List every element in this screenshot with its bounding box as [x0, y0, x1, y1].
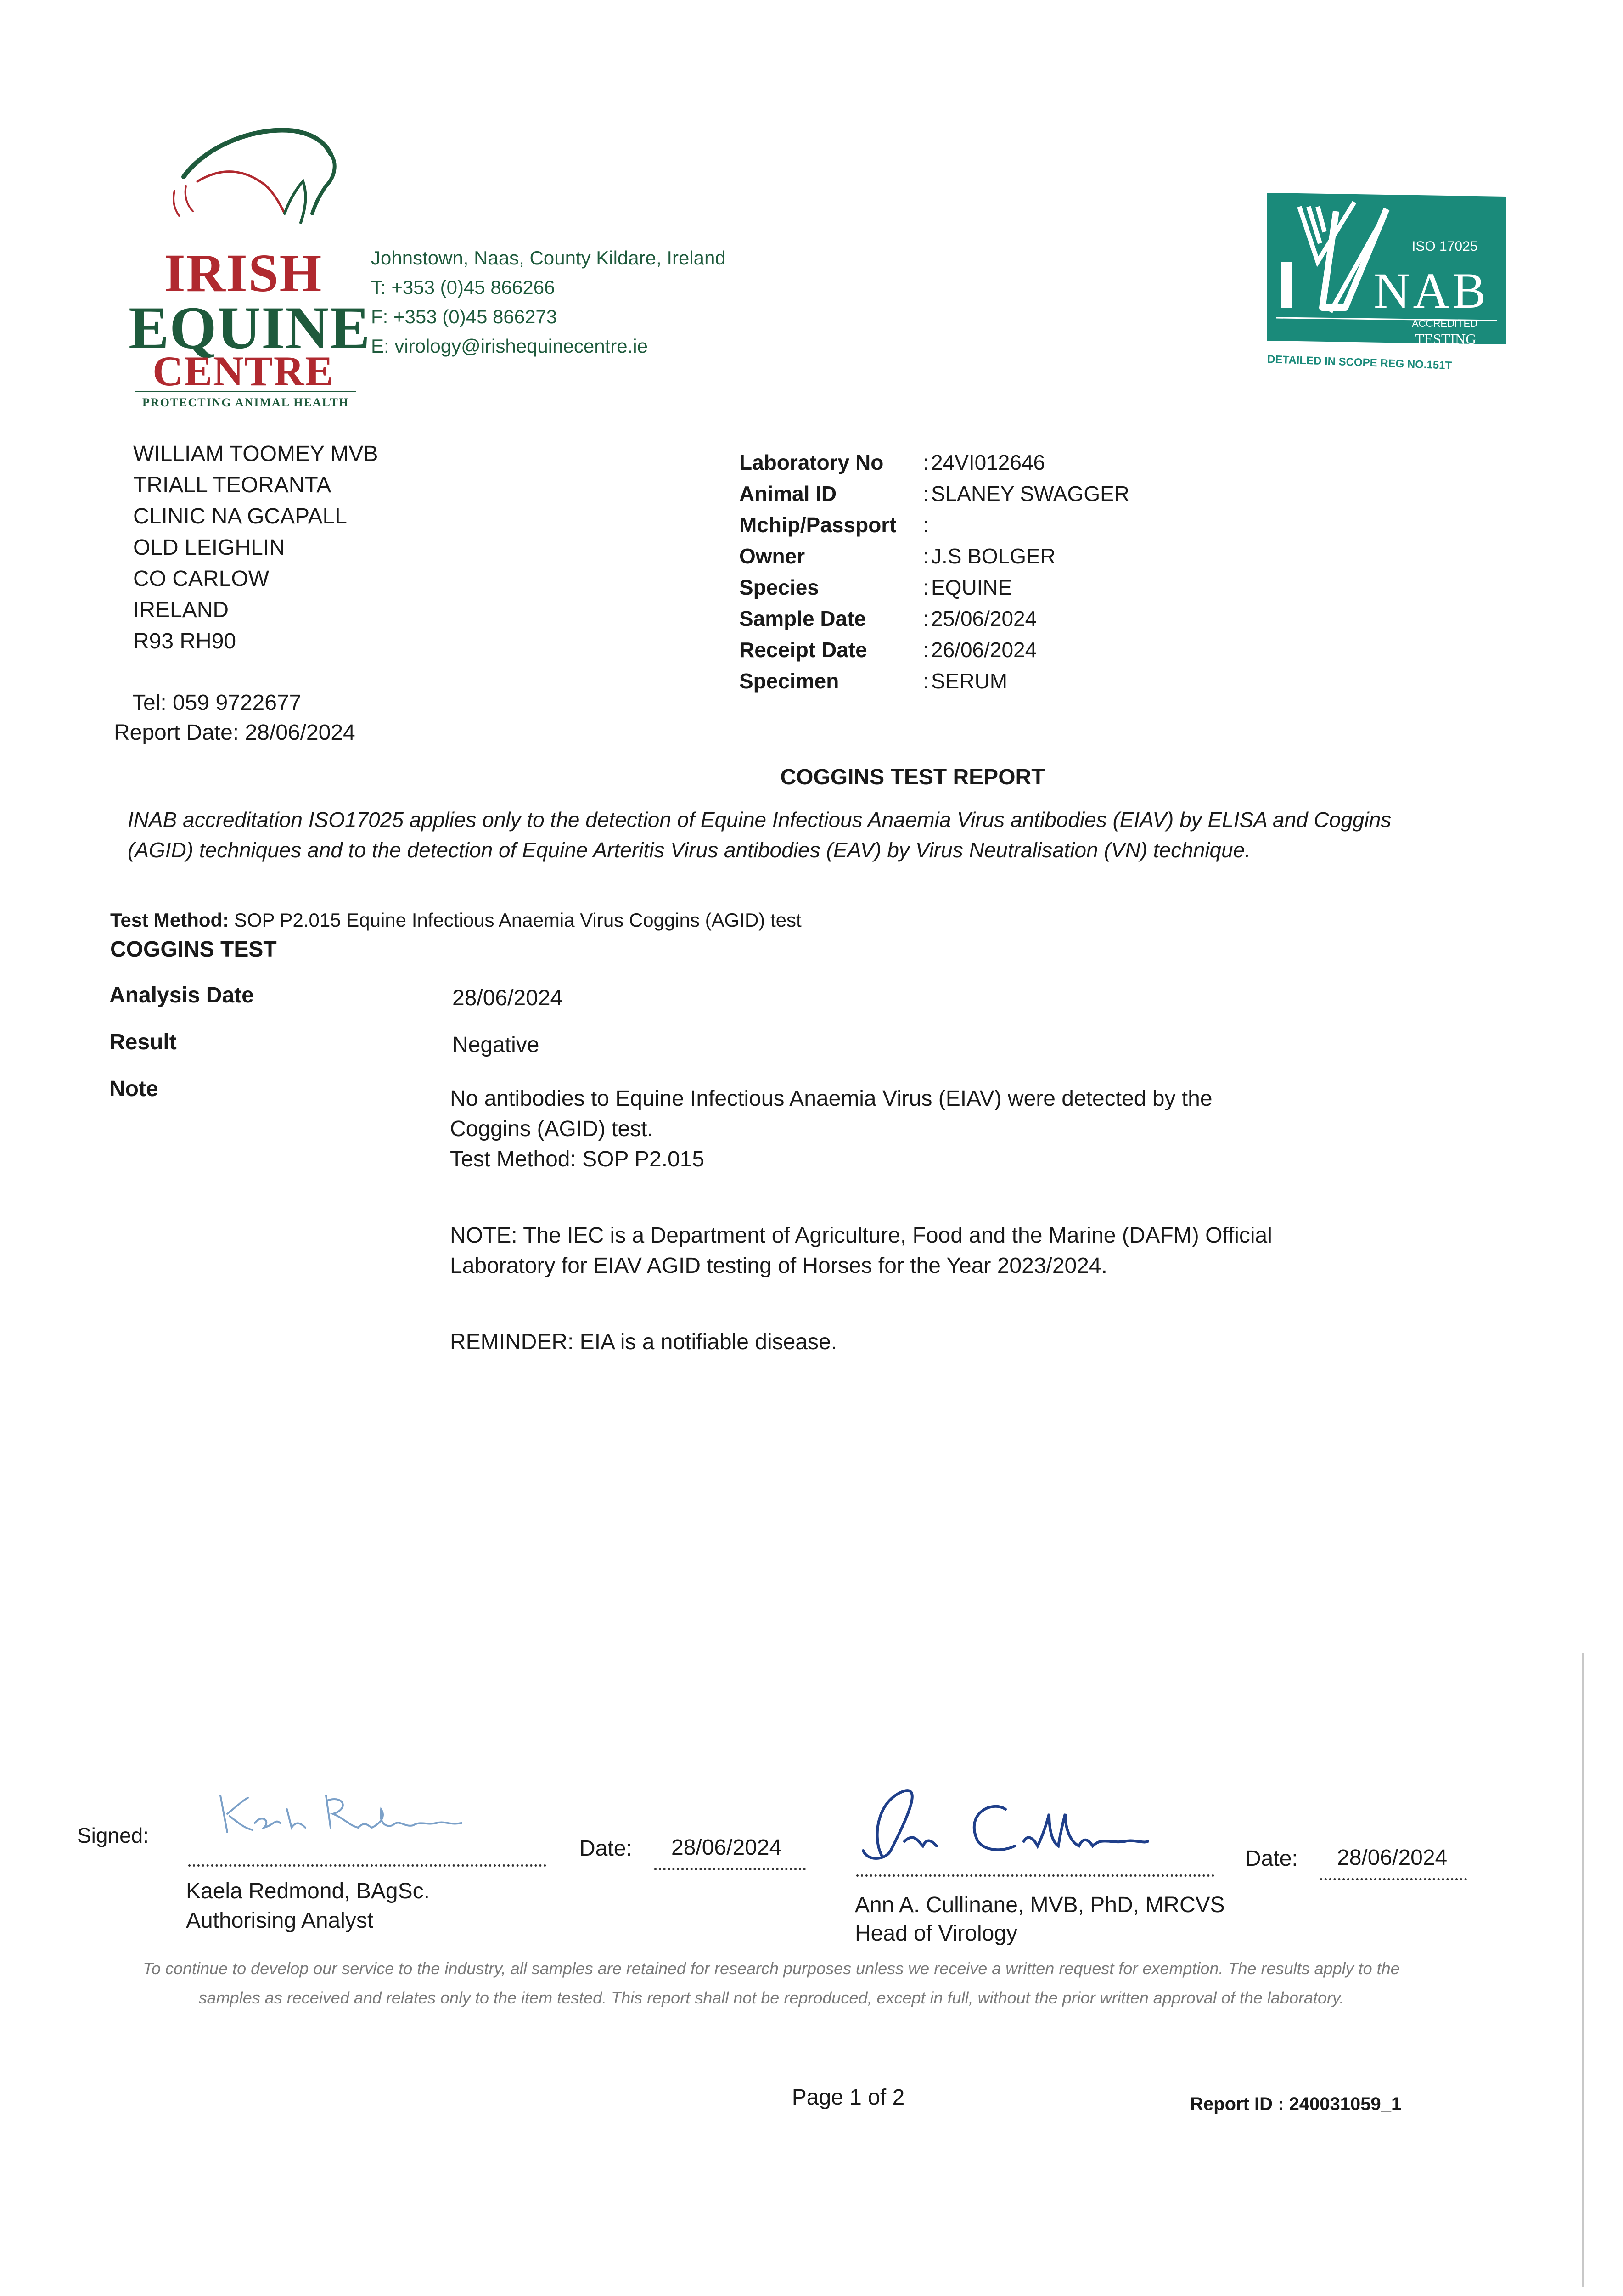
note-dafm: NOTE: The IEC is a Department of Agriculture, Food and the Marine (DAFM) Official Laboratory for EIAV AGID testing of Horses for the Year 2023/2024. — [450, 1223, 1272, 1278]
irish-equine-centre-logo — [129, 117, 371, 416]
analyst-date-line — [654, 1868, 806, 1870]
test-method-value: SOP P2.015 Equine Infectious Anaemia Virus Coggins (AGID) test — [234, 909, 802, 931]
detail-label: Receipt Date — [739, 638, 867, 662]
detail-value: 26/06/2024 — [931, 638, 1037, 662]
detail-label: Mchip/Passport — [739, 513, 897, 537]
analyst-signature-image — [211, 1782, 477, 1846]
detail-colon: : — [923, 575, 929, 599]
analyst-date-label: Date: — [579, 1836, 632, 1861]
detail-value: 24VI012646 — [931, 450, 1045, 474]
address-line: CLINIC NA GCAPALL — [133, 504, 347, 529]
inab-accreditation-badge — [1267, 193, 1506, 386]
note-test-method: Test Method: SOP P2.015 — [450, 1147, 705, 1171]
inab-scope-label: DETAILED IN SCOPE REG NO.151T — [1267, 353, 1452, 372]
org-email[interactable]: E: virology@irishequinecentre.ie — [371, 335, 648, 357]
detail-value: J.S BOLGER — [931, 544, 1056, 568]
detail-label: Sample Date — [739, 607, 866, 630]
footer-disclaimer: To continue to develop our service to the industry, all samples are retained for research purposes unless we receive a written request for exemption. The results apply to the samples as received and relates only to the item tested. This report shall not be reproduced, except in full, without the prior written approval of the laboratory. — [143, 1959, 1400, 2007]
detail-label: Laboratory No — [739, 450, 884, 474]
recipient-tel: Tel: 059 9722677 — [132, 691, 302, 715]
detail-colon: : — [923, 638, 929, 662]
detail-label: Animal ID — [739, 482, 837, 506]
note-eiav-statement: No antibodies to Equine Infectious Anaemia Virus (EIAV) were detected by the Coggins (AGID) test. — [450, 1086, 1213, 1141]
address-line: R93 RH90 — [133, 629, 236, 653]
accreditation-statement: INAB accreditation ISO17025 applies only to the detection of Equine Infectious Anaemia Virus antibodies (EIAV) by ELISA and Coggins (AGID) techniques and to the detection of Equine Arteritis Virus antibodies (EAV) by Virus Neutralisation (VN) technique. — [128, 808, 1392, 862]
head-title: Head of Virology — [855, 1921, 1017, 1946]
address-line: WILLIAM TOOMEY MVB — [133, 442, 378, 466]
report-title-wrap — [0, 765, 1623, 790]
detail-colon: : — [923, 513, 929, 537]
detail-value: SLANEY SWAGGER — [931, 482, 1130, 506]
detail-colon: : — [923, 607, 929, 630]
org-address: Johnstown, Naas, County Kildare, Ireland — [371, 247, 726, 269]
detail-value: 25/06/2024 — [931, 607, 1037, 630]
detail-colon: : — [923, 482, 929, 506]
contact-details — [371, 243, 784, 361]
report-id-value: 240031059_1 — [1289, 2094, 1402, 2114]
head-signature-image — [854, 1782, 1175, 1874]
detail-label: Owner — [739, 544, 805, 568]
page-number: Page 1 of 2 — [792, 2085, 905, 2110]
test-method-label: Test Method: — [110, 909, 229, 931]
address-line: OLD LEIGHLIN — [133, 535, 285, 560]
note-content — [450, 1084, 1276, 1357]
report-id — [1190, 2094, 1401, 2115]
detail-colon: : — [923, 669, 929, 693]
analysis-date-label: Analysis Date — [109, 983, 254, 1007]
logo-word-irish: IRISH — [164, 243, 323, 303]
recipient-address — [133, 439, 378, 657]
detail-colon: : — [923, 544, 929, 568]
analyst-name: Kaela Redmond, BAgSc. — [186, 1879, 430, 1903]
report-id-label: Report ID : — [1190, 2094, 1284, 2114]
result-label: Result — [109, 1030, 177, 1054]
org-phone: T: +353 (0)45 866266 — [371, 276, 555, 298]
address-line: TRIALL TEORANTA — [133, 473, 331, 497]
analyst-date: 28/06/2024 — [671, 1835, 782, 1860]
inab-accredited-label: ACCREDITED — [1412, 318, 1478, 329]
logo-word-centre: CENTRE — [152, 348, 334, 394]
head-name: Ann A. Cullinane, MVB, PhD, MRCVS — [855, 1893, 1225, 1917]
signed-label: Signed: — [77, 1823, 149, 1847]
head-signature-line — [856, 1874, 1214, 1877]
detail-value: EQUINE — [931, 575, 1012, 599]
address-line: CO CARLOW — [133, 567, 270, 591]
detail-label: Specimen — [739, 669, 839, 693]
analyst-signature-line — [188, 1864, 546, 1867]
scan-edge-line — [1582, 1653, 1584, 2287]
org-fax: F: +353 (0)45 866273 — [371, 306, 557, 327]
result-value: Negative — [452, 1033, 539, 1057]
horse-head-icon — [129, 117, 358, 246]
inab-testing-label: TESTING — [1415, 331, 1477, 347]
report-date: Report Date: 28/06/2024 — [114, 720, 355, 745]
note-label: Note — [109, 1077, 158, 1101]
inab-name: NAB — [1374, 263, 1489, 319]
section-heading: COGGINS TEST — [110, 937, 277, 962]
detail-colon: : — [923, 450, 929, 474]
address-line: IRELAND — [133, 598, 229, 622]
detail-label: Species — [739, 575, 819, 599]
note-reminder: REMINDER: EIA is a notifiable disease. — [450, 1330, 837, 1354]
analysis-date-value: 28/06/2024 — [452, 986, 563, 1010]
head-date: 28/06/2024 — [1337, 1846, 1448, 1870]
test-method-line — [110, 909, 802, 931]
logo-tagline: PROTECTING ANIMAL HEALTH — [135, 391, 356, 410]
analyst-title: Authorising Analyst — [186, 1908, 374, 1933]
detail-value: SERUM — [931, 669, 1008, 693]
logo-word-equine: EQUINE — [129, 294, 371, 361]
head-date-label: Date: — [1245, 1846, 1298, 1871]
report-title: COGGINS TEST REPORT — [780, 765, 1045, 789]
head-date-line — [1320, 1878, 1467, 1880]
inab-iso-label: ISO 17025 — [1412, 239, 1478, 254]
